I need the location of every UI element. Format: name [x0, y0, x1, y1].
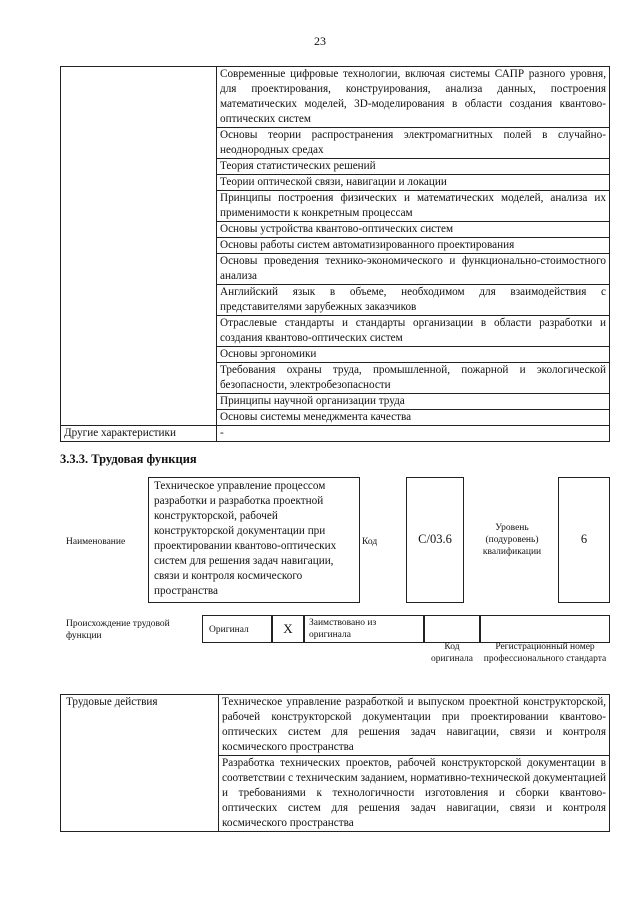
table-row — [61, 426, 610, 442]
knowledge-cell: Современные цифровые технологии, включая системы САПР разного уровня, для проектирования, конструирования, анализа данных, построения математических моделей, 3D-моделирования в области создания квантово-оптических систем — [217, 67, 610, 128]
origin-reg-number-cell — [480, 615, 610, 643]
knowledge-label-cell — [61, 67, 217, 426]
knowledge-cell: Основы работы систем автоматизированного проектирования — [217, 238, 610, 254]
origin-original-cell: Оригинал — [202, 615, 272, 643]
origin-code-caption: Код оригинала — [431, 642, 473, 664]
code-label: Код — [362, 537, 378, 547]
section-title: 3.3.3. Трудовая функция — [60, 452, 197, 466]
labor-action-cell: Разработка технических проектов, рабочей конструкторской документации в соответствии с техническим заданием, нормативно-технической документацией и требованиями к технологичности изготовления и сборки квантово-оптических систем для решения задач навигации, связи и контроля космического пространства — [219, 756, 610, 832]
knowledge-table — [60, 66, 610, 442]
function-code-box: C/03.6 — [406, 477, 464, 603]
knowledge-cell: Английский язык в объеме, необходимом для взаимодействия с представителями зарубежных заказчиков — [217, 285, 610, 316]
knowledge-cell: Основы эргономики — [217, 347, 610, 363]
knowledge-cell: Принципы научной организации труда — [217, 394, 610, 410]
level-label: Уровень (подуровень) квалификации — [482, 523, 542, 557]
origin-reg-caption: Регистрационный номер профессионального стандарта — [483, 642, 607, 664]
labor-actions-table — [60, 694, 610, 832]
knowledge-cell: Теория статистических решений — [217, 159, 610, 175]
knowledge-cell: Основы системы менеджмента качества — [217, 410, 610, 426]
table-row — [61, 67, 610, 128]
other-characteristics-label: Другие характеристики — [61, 426, 217, 442]
origin-original-mark: X — [272, 615, 304, 643]
knowledge-cell: Основы устройства квантово-оптических систем — [217, 222, 610, 238]
origin-code-cell — [424, 615, 480, 643]
page-number: 23 — [314, 34, 326, 48]
function-level-box: 6 — [558, 477, 610, 603]
knowledge-cell: Основы проведения технико-экономического и функционально-стоимостного анализа — [217, 254, 610, 285]
knowledge-cell: Принципы построения физических и математических моделей, анализа их применимости к конкретным процессам — [217, 191, 610, 222]
knowledge-cell: Отраслевые стандарты и стандарты организации в области разработки и создания квантово-оптических систем — [217, 316, 610, 347]
knowledge-cell: Основы теории распространения электромагнитных полей в случайно-неоднородных средах — [217, 128, 610, 159]
origin-label: Происхождение трудовой функции — [66, 619, 170, 641]
table-row — [61, 695, 610, 756]
knowledge-cell: Теории оптической связи, навигации и локации — [217, 175, 610, 191]
labor-actions-label: Трудовые действия — [61, 695, 219, 832]
name-label: Наименование — [66, 537, 126, 547]
function-name-box: Техническое управление процессом разработки и разработка проектной конструкторской, рабочей конструкторской документации при проектировании квантово-оптических систем для решения задач навигации, связи и контроля космического пространства — [148, 477, 360, 603]
other-characteristics-value: - — [217, 426, 610, 442]
labor-action-cell: Техническое управление разработкой и выпуском проектной конструкторской, рабочей конструкторской документации при проектировании квантово-оптических систем для решения задач навигации, связи и контроля космического пространства — [219, 695, 610, 756]
origin-borrowed-cell: Заимствовано из оригинала — [304, 615, 424, 643]
knowledge-cell: Требования охраны труда, промышленной, пожарной и экологической безопасности, электробезопасности — [217, 363, 610, 394]
